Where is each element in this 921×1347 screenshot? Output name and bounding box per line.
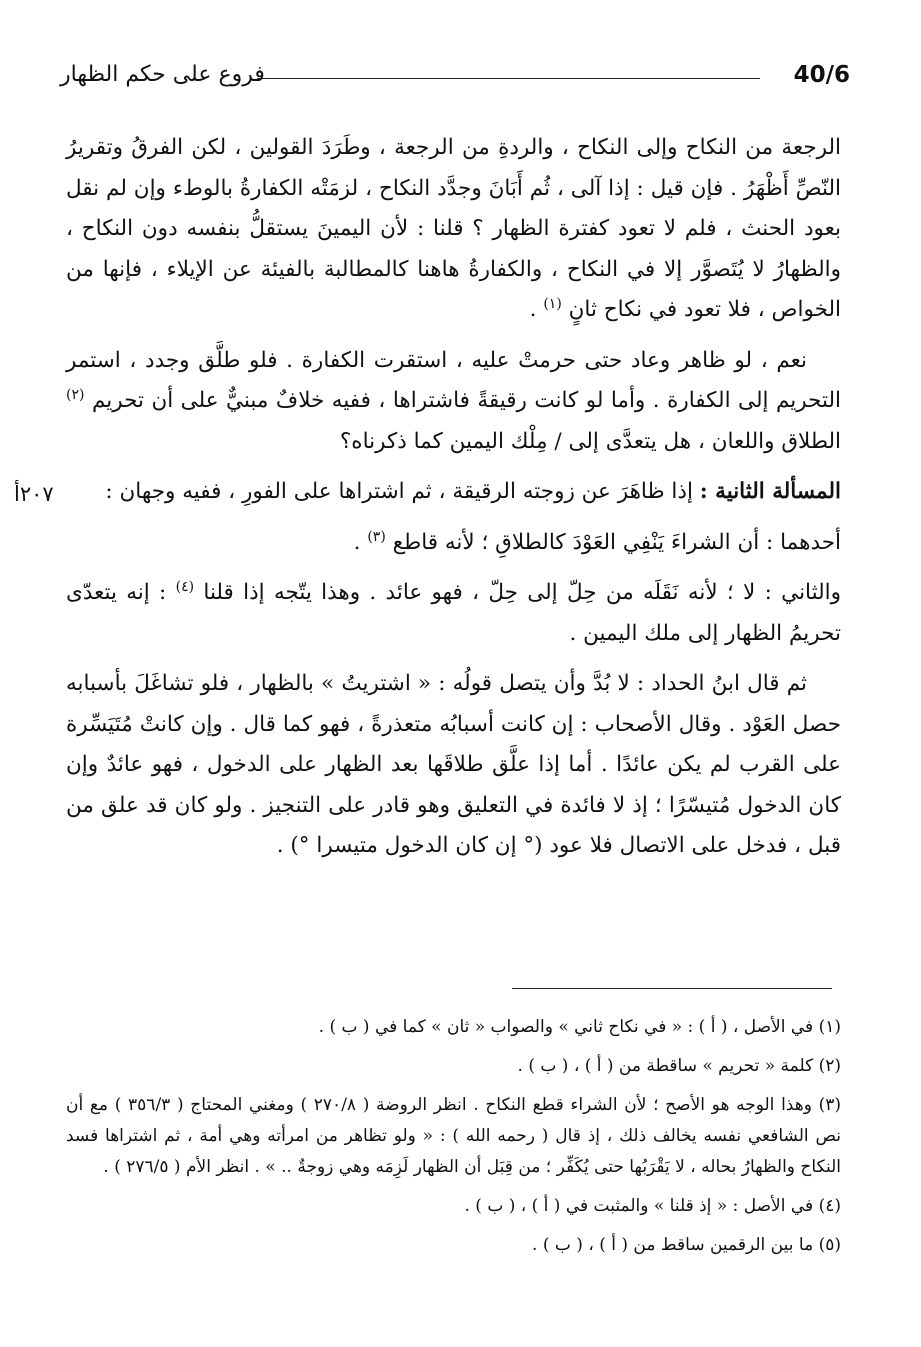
footnote: (١) في الأصل ، ( أ ) : « في نكاح ثاني » والصواب « ثان » كما في ( ب ) .: [318, 1017, 841, 1037]
running-header: [60, 62, 850, 98]
paragraph: المسألة الثانية : إذا ظاهَرَ عن زوجته الرقيقة ، ثم اشتراها على الفورِ ، ففيه وجهان :: [105, 479, 841, 504]
footnote-ref: (٣): [367, 528, 386, 545]
footnote: (٢) كلمة « تحريم » ساقطة من ( أ ) ، ( ب ) .: [517, 1056, 841, 1076]
footnotes: [66, 1012, 841, 1269]
main-text: [66, 128, 841, 877]
paragraph: الرجعة من النكاح وإلى النكاح ، والردةِ من الرجعة ، وطَرَدَ القولين ، لكن الفرقُ وتقريرُ النّصِّ أَظْهَرُ . فإن قيل : إذا آلى ، ثُم أَبَانَ وجدَّد النكاح ، لزمَتْه الكفارةُ بالوطء وإن لم نقل بعود الحنث ، فلم لا تعود كفترة الظهار ؟ قلنا : لأن اليمينَ يستقلُّ بنفسه دون النكاح ، والظهارُ لا يُتَصوَّر إلا في النكاح ، والكفارةُ هاهنا كالمطالبة بالفيئة عن الإيلاء ، فإنها من الخواص ، فلا تعود في نكاح ثانٍ $^{(١)}$ .: [66, 135, 841, 322]
footnote-separator: [512, 988, 832, 989]
section-heading: المسألة الثانية :: [699, 479, 841, 504]
page-number: 40/6: [793, 62, 850, 88]
margin-folio-note: ٢٠٧أ: [14, 482, 54, 506]
header-rule: [257, 78, 760, 79]
paragraph: ثم قال ابنُ الحداد : لا بُدَّ وأن يتصل قولُه : « اشتريتُ » بالظهار ، فلو تشاغَلَ بأسبابه حصل العَوْد . وقال الأصحاب : إن كانت أسبابُه متعذرةً ، فهو كما قال . وإن كانتْ مُتَيَسِّرة على القرب لم يكن عائدًا . أما إذا علَّق طلاقَها بعد الظهار على الدخول ، فهو عائدٌ وإن كان الدخول مُتيسّرًا ؛ إذ لا فائدة في التعليق وهو قادر على التنجيز . ولو كان قد علق من قبل ، فدخل على الاتصال فلا عود (° إن كان الدخول متيسرا °) .: [66, 671, 841, 858]
footnote-ref: (١): [543, 295, 562, 312]
paragraph: والثاني : لا ؛ لأنه نَقَلَه من حِلّ إلى حِلّ ، فهو عائد . وهذا يتّجه إذا قلنا $^{(٤)}$ : إنه يتعدّى تحريمُ الظهار إلى ملك اليمين .: [66, 578, 841, 646]
footnote: (٥) ما بين الرقمين ساقط من ( أ ) ، ( ب ) .: [532, 1235, 841, 1255]
paragraph: نعم ، لو ظاهر وعاد حتى حرمتْ عليه ، استقرت الكفارة . فلو طلَّق وجدد ، استمر التحريم إلى الكفارة . وأما لو كانت رقيقةً فاشتراها ، ففيه خلافٌ مبنيٌّ على أن تحريم $^{(٢)}$ الطلاق واللعان ، هل يتعدَّى إلى / مِلْك اليمين كما ذكرناه؟: [66, 347, 841, 454]
paragraph: أحدهما : أن الشراءَ يَنْفِي العَوْدَ كالطلاقِ ؛ لأنه قاطع $^{(٣)}$ .: [353, 528, 841, 555]
footnote-ref: (٤): [175, 578, 195, 595]
footnote: (٤) في الأصل : « إذ قلنا » والمثبت في ( أ ) ، ( ب ) .: [464, 1196, 841, 1216]
footnote-ref: (٢): [66, 386, 85, 403]
footnote: (٣) وهذا الوجه هو الأصح ؛ لأن الشراء قطع النكاح . انظر الروضة ( ٢٧٠/٨ ) ومغني المحتاج ( ٣٥٦/٣ ) مع أن نص الشافعي نفسه يخالف ذلك ، إذ قال ( رحمه الله ) : « ولو تظاهر من امرأته وهي أمة ، ثم اشتراها فسد النكاح والظهارُ بحاله ، لا يَقْرَبُها حتى يُكَفِّر ؛ من قِبَل أن الظهار لَزِمَه وهي زوجةٌ .. » . انظر الأم ( ٢٧٦/٥ ) .: [66, 1095, 842, 1177]
running-title: فروع على حكم الظهار: [60, 62, 265, 87]
